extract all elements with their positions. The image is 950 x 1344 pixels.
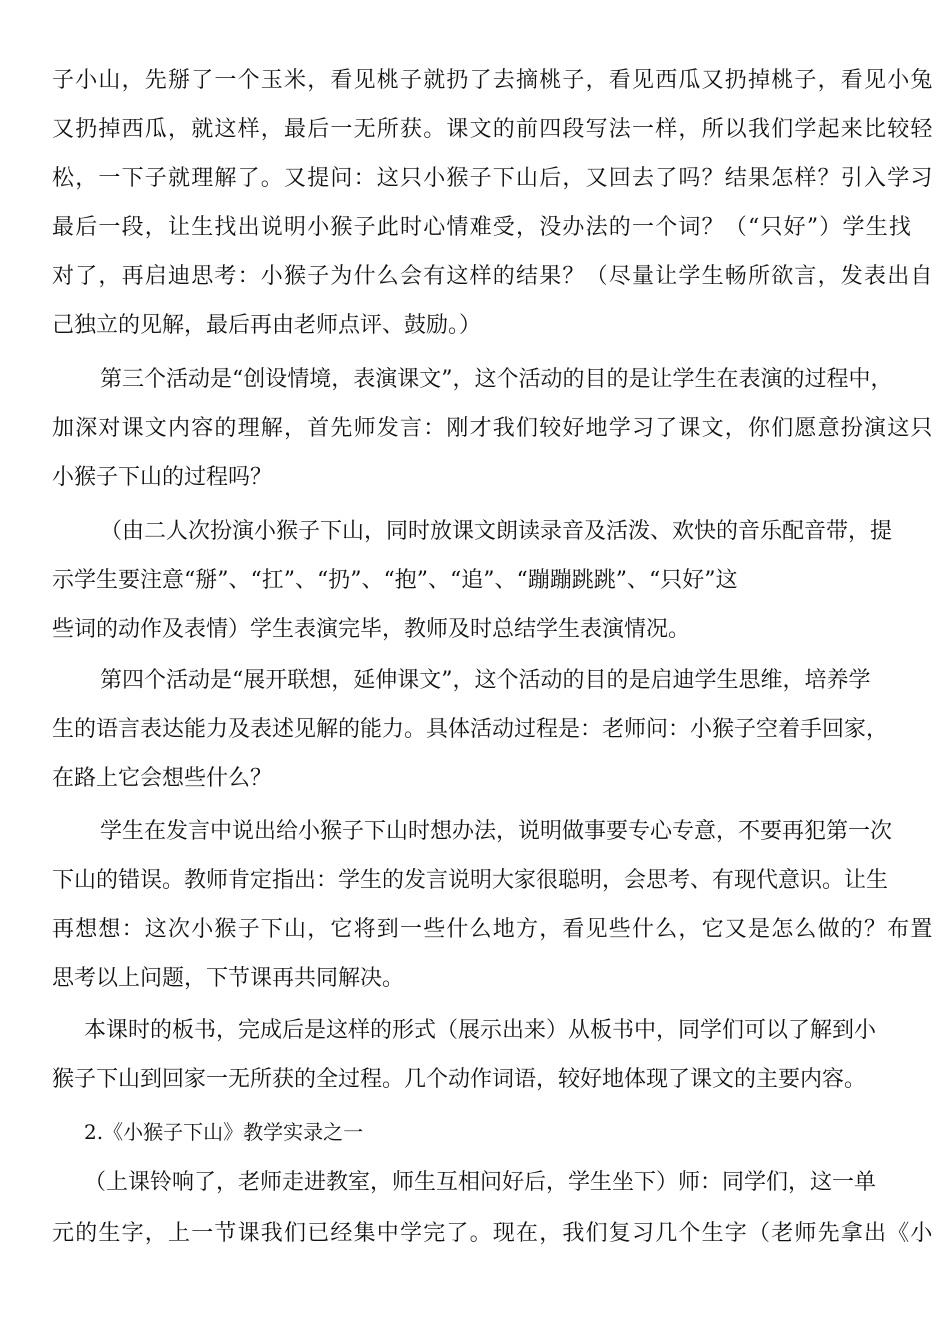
text-line: 下山的错误。教师肯定指出：学生的发言说明大家很聪明，会思考、有现代意识。让生 — [52, 868, 889, 893]
paragraph-start-line: 学生在发言中说出给小猴子下山时想办法，说明做事要专心专意，不要再犯第一次 — [100, 819, 893, 844]
text-line: 最后一段，让生找出说明小猴子此时心情难受，没办法的一个词？（“只好”）学生找 — [52, 215, 913, 240]
text-line: 加深对课文内容的理解，首先师发言：刚才我们较好地学习了课文，你们愿意扮演这只 — [52, 416, 934, 441]
paragraph-start-line: 本课时的板书，完成后是这样的形式（展示出来）从板书中，同学们可以了解到小 — [84, 1018, 877, 1043]
text-line: 思考以上问题，下节课再共同解决。 — [52, 966, 405, 991]
text-line: 猴子下山到回家一无所获的全过程。几个动作词语，较好地体现了课文的主要内容。 — [52, 1067, 867, 1092]
section-heading: 2.《小猴子下山》教学实录之一 — [84, 1120, 364, 1144]
text-line: 对了，再启迪思考：小猴子为什么会有这样的结果？（尽量让学生畅所欲言，发表出自 — [52, 264, 934, 289]
paragraph-start-line: （由二人次扮演小猴子下山，同时放课文朗读录音及活泼、欢快的音乐配音带，提 — [100, 519, 893, 544]
text-line: 在路上它会想些什么？ — [52, 766, 273, 791]
text-line: 又扔掉西瓜，就这样，最后一无所获。课文的前四段写法一样，所以我们学起来比较轻 — [52, 117, 934, 142]
text-line: 生的语言表达能力及表述见解的能力。具体活动过程是：老师问：小猴子空着手回家， — [52, 717, 889, 742]
paragraph-start-line: 第四个活动是“展开联想，延伸课文”，这个活动的目的是启迪学生思维，培养学 — [100, 668, 871, 693]
text-line: 松，一下子就理解了。又提问：这只小猴子下山后，又回去了吗？结果怎样？引入学习 — [52, 166, 934, 191]
paragraph-start-line: 第三个活动是“创设情境，表演课文”，这个活动的目的是让学生在表演的过程中， — [100, 367, 893, 392]
text-line: 示学生要注意“掰”、“扛”、“扔”、“抱”、“追”、“蹦蹦跳跳”、“只好”这 — [52, 568, 738, 593]
text-line: 元的生字，上一节课我们已经集中学完了。现在，我们复习几个生字（老师先拿出《小 — [52, 1221, 934, 1246]
text-line: 己独立的见解，最后再由老师点评、鼓励。） — [52, 313, 482, 338]
text-line: 些词的动作及表情）学生表演完毕，教师及时总结学生表演情况。 — [52, 617, 691, 642]
paragraph-start-line: （上课铃响了，老师走进教室，师生互相问好后，学生坐下）师：同学们，这一单 — [84, 1170, 877, 1195]
text-line: 子小山，先掰了一个玉米，看见桃子就扔了去摘桃子，看见西瓜又扔掉桃子，看见小兔 — [52, 68, 934, 93]
text-line: 小猴子下山的过程吗？ — [52, 465, 273, 490]
text-line: 再想想：这次小猴子下山，它将到一些什么地方，看见些什么，它又是怎么做的？布置 — [52, 917, 934, 942]
